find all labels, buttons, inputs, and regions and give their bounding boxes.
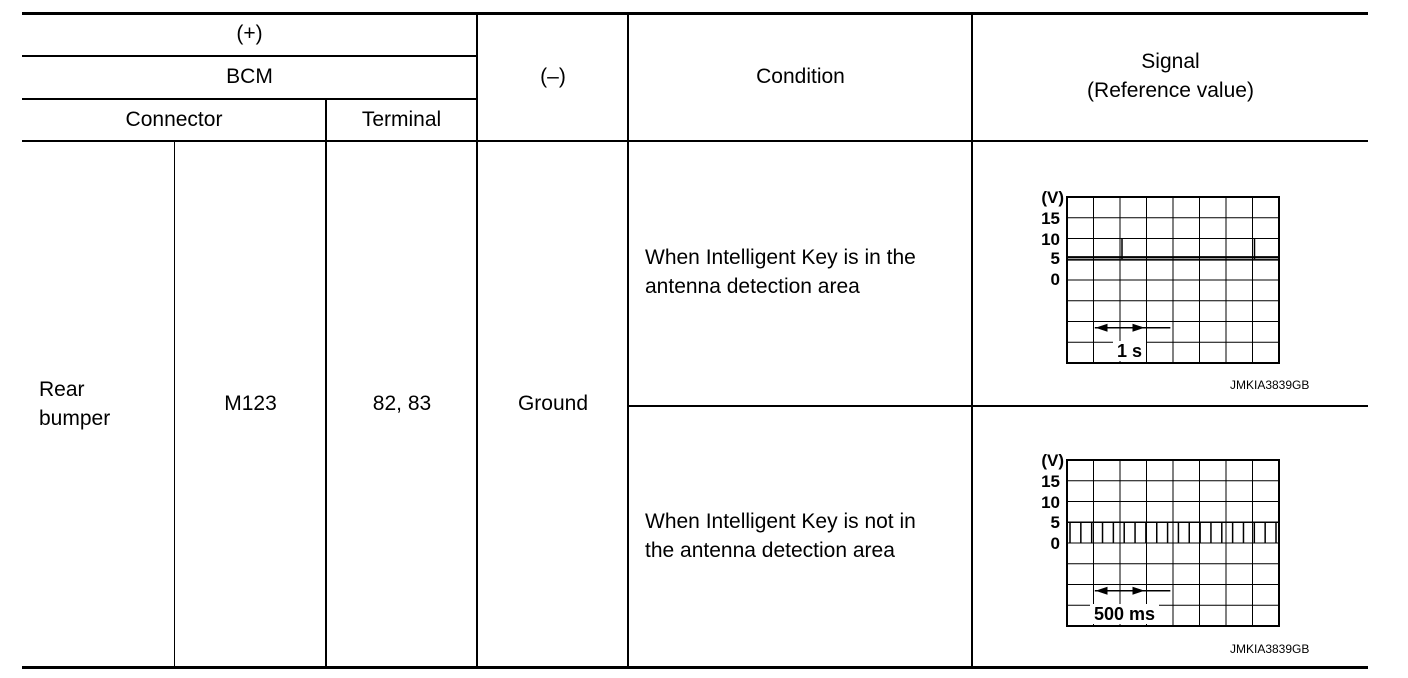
rule-v-terminal [325,99,327,667]
signal-1-tick-15: 15 [1041,209,1060,228]
signal-2-tick-5: 5 [1050,513,1060,532]
cell-connector: M123 [224,392,277,415]
rule-bottom [22,666,1368,669]
condition-1-line2: antenna detection area [645,275,860,298]
header-signal: Signal [1141,50,1200,73]
header-signal-sub: (Reference value) [1087,79,1254,102]
rule-condition-split [628,405,1368,407]
rule-top [22,12,1368,15]
signal-2-tick-10: 10 [1041,493,1060,512]
signal-1-unit: (V) [1041,188,1064,207]
signal-1-tick-10: 10 [1041,230,1060,249]
header-plus: (+) [236,22,263,45]
header-bcm: BCM [226,65,273,88]
header-connector: Connector [125,108,223,131]
rule-h2 [22,98,477,100]
rule-v-condition [627,14,629,667]
signal-2-tick-0: 0 [1050,534,1060,553]
rule-v-signal [971,14,973,667]
cell-ground: Ground [517,392,589,415]
signal-1-waveform [1066,196,1280,364]
condition-2-line2: the antenna detection area [645,539,895,562]
header-condition: Condition [756,65,845,88]
signal-2-unit: (V) [1041,451,1064,470]
signal-1-code: JMKIA3839GB [1230,378,1310,392]
cell-location: Rear [39,378,85,401]
cell-terminal: 82, 83 [372,392,432,415]
signal-1-tick-0: 0 [1050,270,1060,289]
header-minus: (–) [540,65,566,88]
rule-h1 [22,55,477,57]
signal-1-time-label: 1 s [1113,341,1146,361]
signal-2-tick-15: 15 [1041,472,1060,491]
condition-2: When Intelligent Key is not in [645,510,916,533]
signal-2-waveform [1066,459,1280,627]
cell-location-2: bumper [39,407,111,430]
header-terminal: Terminal [361,108,442,131]
signal-2-code: JMKIA3839GB [1230,642,1310,656]
condition-1: When Intelligent Key is in the [645,246,916,269]
signal-2-time-label: 500 ms [1090,604,1159,624]
signal-1-tick-5: 5 [1050,249,1060,268]
rule-header-bottom [22,140,1368,142]
